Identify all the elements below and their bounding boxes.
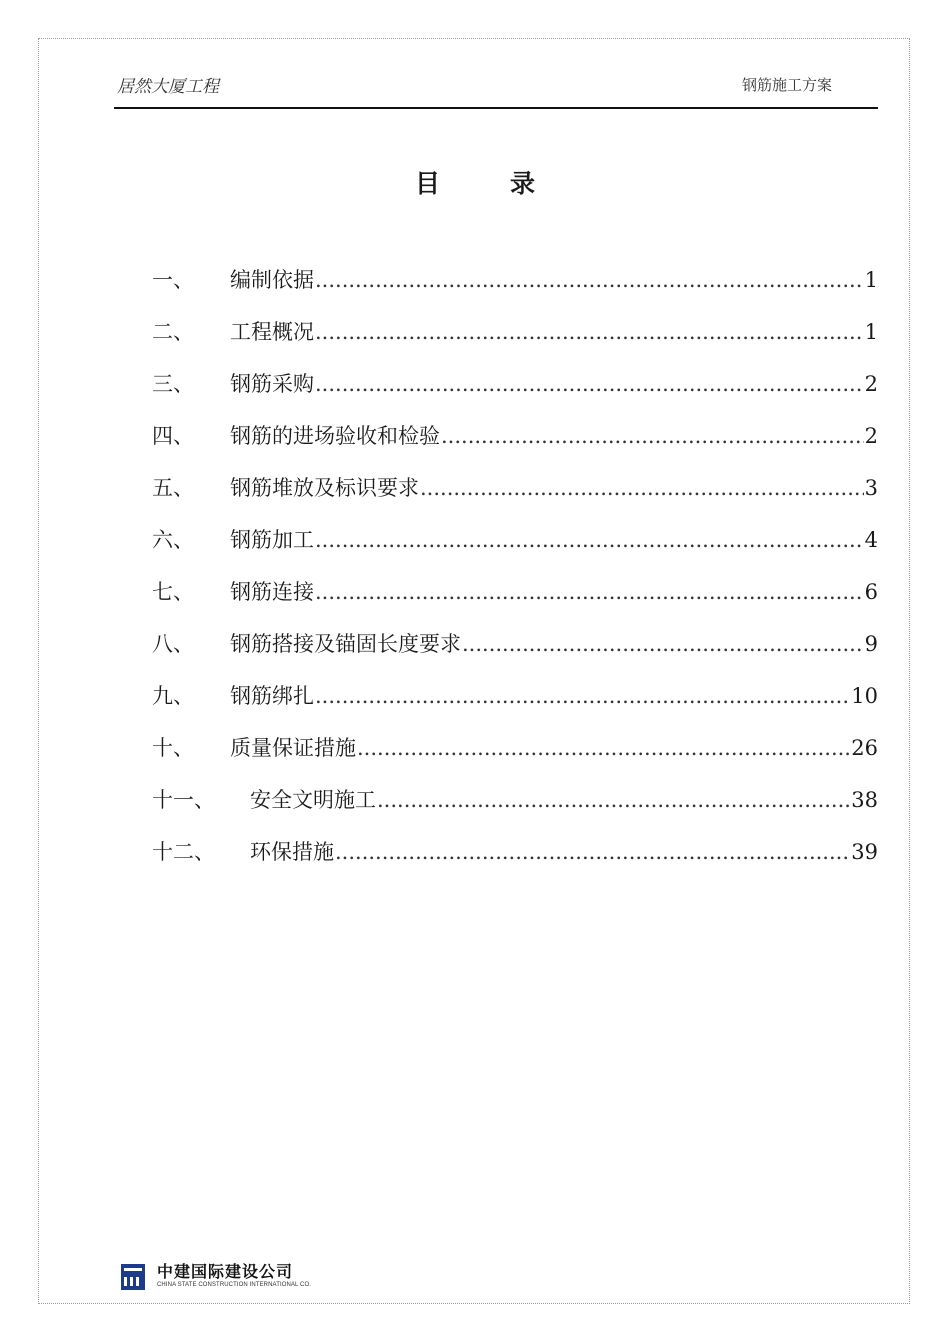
toc-entry-page: 3 [864,476,878,500]
toc-entry-page: 1 [864,320,878,344]
toc-entry-number: 六、 [152,528,194,552]
header-project-name: 居然大厦工程 [117,77,219,97]
toc-entry-number: 十、 [152,736,194,760]
toc-entry-number: 二、 [152,320,194,344]
toc-title-char-2: 录 [510,169,536,198]
toc-entry[interactable] [152,732,878,784]
toc-entry[interactable] [152,524,878,576]
toc-entry[interactable] [152,368,878,420]
toc-entry-page: 2 [864,424,878,448]
toc-entry[interactable] [152,576,878,628]
toc-entry-number: 三、 [152,372,194,396]
toc-entry-page: 39 [851,840,878,864]
header-divider [114,107,878,109]
toc-entry-title: 钢筋搭接及锚固长度要求 [230,632,461,656]
company-name-en: CHINA STATE CONSTRUCTION INTERNATIONAL CO. [157,1282,311,1288]
toc-entry-page: 38 [851,788,878,812]
toc-entry-title: 钢筋的进场验收和检验 [230,424,440,448]
toc-entry-number: 十二、 [152,840,215,864]
company-name [157,1263,311,1290]
toc-dot-leader [315,372,864,396]
toc-title-char-1: 目 [414,169,440,198]
toc-entry-page: 2 [864,372,878,396]
toc-entry-page: 6 [864,580,878,604]
toc-entry[interactable] [152,836,878,888]
toc-entry-page: 10 [851,684,878,708]
toc-entry[interactable] [152,680,878,732]
toc-dot-leader [420,476,864,500]
toc-entry-page: 9 [864,632,878,656]
toc-dot-leader [315,528,864,552]
toc-entry-page: 1 [864,268,878,292]
toc-entry-title: 安全文明施工 [250,788,376,812]
toc-entry-number: 五、 [152,476,194,500]
toc-entry-number: 八、 [152,632,194,656]
toc-dot-leader [315,320,864,344]
toc-entry-number: 四、 [152,424,194,448]
toc-entry-title: 环保措施 [250,840,334,864]
toc-entry[interactable] [152,316,878,368]
toc-entry-number: 九、 [152,684,194,708]
table-of-contents [152,264,878,888]
toc-entry-title: 质量保证措施 [230,736,356,760]
toc-dot-leader [315,684,850,708]
company-name-cn: 中建国际建设公司 [157,1262,294,1281]
toc-entry-title: 钢筋连接 [230,580,314,604]
toc-title [0,164,950,200]
toc-entry-title: 编制依据 [230,268,314,292]
toc-dot-leader [377,788,850,812]
toc-entry-number: 一、 [152,268,194,292]
toc-dot-leader [441,424,864,448]
toc-entry-title: 钢筋加工 [230,528,314,552]
toc-dot-leader [335,840,850,864]
cscec-logo-icon [121,1264,145,1290]
toc-dot-leader [315,268,864,292]
header-document-title: 钢筋施工方案 [741,76,832,94]
toc-entry-page: 26 [851,736,878,760]
toc-entry[interactable] [152,420,878,472]
toc-entry[interactable] [152,628,878,680]
toc-entry[interactable] [152,472,878,524]
toc-dot-leader [357,736,850,760]
toc-dot-leader [462,632,864,656]
toc-entry[interactable] [152,784,878,836]
toc-entry-number: 十一、 [152,788,215,812]
toc-entry-page: 4 [864,528,878,552]
toc-entry-title: 钢筋采购 [230,372,314,396]
toc-entry-title: 钢筋堆放及标识要求 [230,476,419,500]
company-logo [121,1263,311,1290]
toc-entry[interactable] [152,264,878,316]
toc-entry-title: 钢筋绑扎 [230,684,314,708]
toc-dot-leader [315,580,864,604]
toc-entry-title: 工程概况 [230,320,314,344]
toc-entry-number: 七、 [152,580,194,604]
